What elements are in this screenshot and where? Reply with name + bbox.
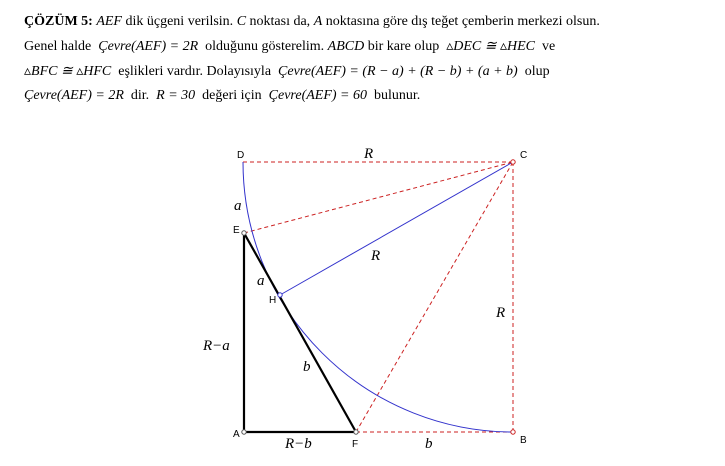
segment-ec — [244, 162, 513, 233]
text-run: noktasına göre dış teğet çemberin merkezi olsun. — [322, 14, 600, 29]
label-af: R−b — [285, 436, 312, 452]
geometry-figure — [202, 146, 527, 452]
text-run: Genel halde — [24, 39, 99, 54]
point-b-marker — [511, 430, 515, 434]
point-label-d: D — [237, 150, 245, 161]
text-run: R = 30 — [156, 88, 196, 103]
text-run: eşlikleri vardır. Dolayısıyla — [111, 64, 279, 79]
point-label-h: H — [269, 295, 277, 306]
solution-line-1 — [24, 12, 600, 29]
text-run: olup — [517, 64, 550, 79]
text-run: değeri için — [195, 88, 269, 103]
text-run: noktası da, — [246, 14, 314, 29]
point-label-f: F — [352, 439, 359, 450]
label-fb: b — [425, 436, 433, 452]
text-run: ve — [535, 39, 556, 54]
label-dc: R — [364, 146, 374, 162]
text-run: olduğunu gösterelim. — [198, 39, 328, 54]
point-e-marker — [242, 231, 246, 235]
text-run: Çevre(AEF) = (R − a) + (R − b) + (a + b) — [278, 64, 518, 79]
label-ae: R−a — [203, 338, 230, 354]
text-run: Çevre(AEF) = 2R — [98, 39, 199, 54]
radius-ch — [280, 162, 513, 295]
text-run: AEF — [96, 14, 122, 29]
point-label-a: A — [233, 429, 240, 440]
segment-fc — [356, 162, 513, 432]
solution-text — [24, 12, 600, 103]
text-run: ABCD — [327, 39, 365, 54]
label-ch: R — [371, 248, 381, 264]
triangle-side-ef — [244, 233, 356, 432]
label-hf: b — [303, 359, 311, 375]
point-label-c: C — [520, 150, 528, 161]
point-c-marker — [511, 160, 515, 164]
point-a-marker — [242, 430, 246, 434]
solution-line-3 — [24, 64, 550, 79]
text-run: A — [313, 14, 323, 29]
text-run: dir. — [123, 88, 157, 103]
solution-line-2 — [24, 39, 555, 54]
label-de: a — [234, 198, 242, 214]
solution-line-4 — [24, 88, 420, 103]
point-label-b: B — [520, 435, 527, 446]
text-run: C — [236, 14, 247, 29]
text-run: bir kare olup — [364, 39, 447, 54]
text-run: ▵DEC ≅ ▵HEC — [446, 39, 536, 54]
text-run: ▵BFC ≅ ▵HFC — [24, 64, 112, 79]
text-run: Çevre(AEF) = 2R — [24, 88, 124, 103]
text-run: Çevre(AEF) = 60 — [268, 88, 367, 103]
point-label-e: E — [233, 225, 240, 236]
label-cb: R — [496, 305, 506, 321]
text-run: bulunur. — [367, 88, 421, 103]
point-f-marker — [354, 430, 358, 434]
text-run: dik üçgeni verilsin. — [121, 14, 237, 29]
point-h-marker — [278, 293, 282, 297]
label-eh: a — [257, 273, 265, 289]
excircle-arc — [243, 162, 513, 432]
text-run: ÇÖZÜM 5: — [24, 14, 93, 29]
